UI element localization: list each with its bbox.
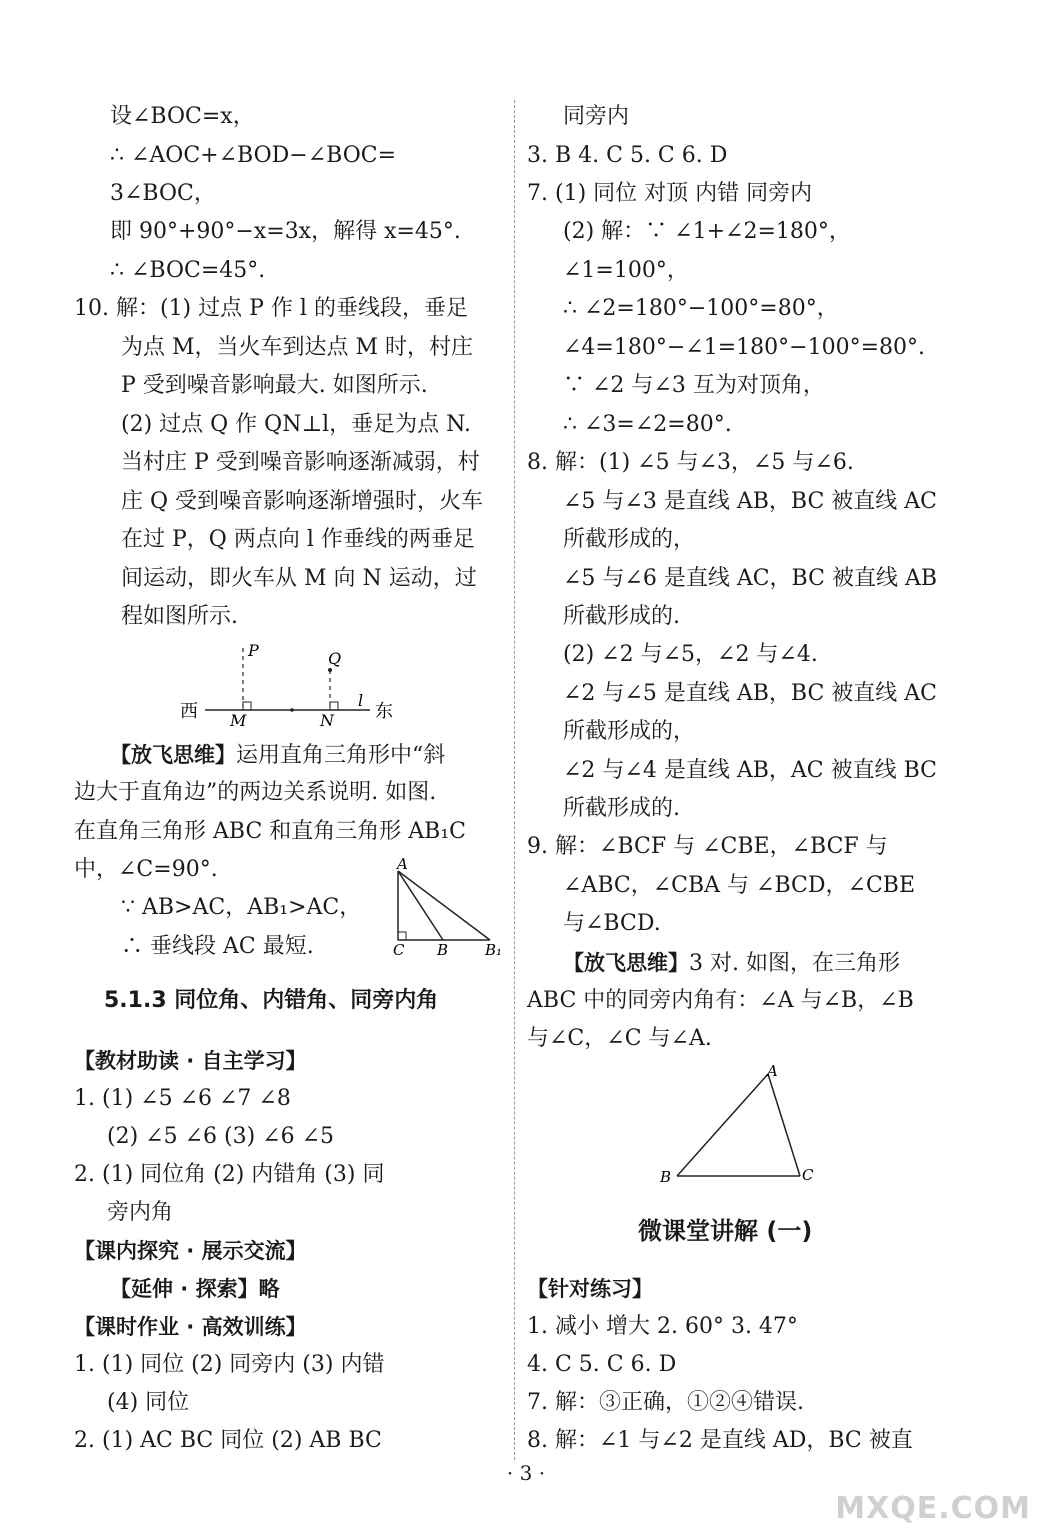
text-line [110, 740, 445, 771]
text-line: 与∠C，∠C 与∠A. [527, 1026, 712, 1051]
right-triangle-figure [385, 855, 510, 965]
text-line: 当村庄 P 受到噪音影响逐渐减弱，村 [121, 450, 480, 475]
text-line: ∴ ∠3=∠2=80°. [563, 412, 732, 437]
text-line: P 受到噪音影响最大. 如图所示. [121, 373, 428, 398]
text-line: ABC 中的同旁内角有：∠A 与∠B，∠B [527, 988, 914, 1013]
text-line: (2) 解：∵ ∠1+∠2=180°， [563, 219, 851, 244]
heading-practice: 【针对练习】 [527, 1277, 653, 1301]
fangfei-text: 运用直角三角形中“斜 [236, 743, 446, 768]
fangfei-text: 3 对. 如图，在三角形 [689, 951, 900, 976]
column-divider [514, 100, 515, 1460]
text-line: ∵ AB>AC，AB₁>AC， [121, 895, 362, 920]
section-title: 5.1.3 同位角、内错角、同旁内角 [104, 988, 439, 1013]
text-line: 所截形成的. [563, 796, 680, 821]
text-line: 1. 减小 增大 2. 60° 3. 47° [527, 1314, 798, 1339]
text-line: 为点 M，当火车到达点 M 时，村庄 [121, 335, 474, 360]
text-line: 7. 解：③正确，①②④错误. [527, 1390, 804, 1415]
text-line: ∠5 与∠6 是直线 AC，BC 被直线 AB [563, 566, 938, 591]
text-line: ∠1=100°， [563, 258, 689, 283]
label-P: P [248, 641, 259, 660]
text-line: 3. B 4. C 5. C 6. D [527, 143, 728, 168]
text-line: 在过 P，Q 两点向 l 作垂线的两垂足 [121, 527, 475, 552]
text-line: ∠2 与∠5 是直线 AB，BC 被直线 AC [563, 681, 938, 706]
text-line: 庄 Q 受到噪音影响逐渐增强时，火车 [121, 489, 484, 514]
text-line: 所截形成的. [563, 604, 680, 629]
text-line: 即 90°+90°−x=3x，解得 x=45°. [110, 219, 461, 244]
text-line: 1. (1) ∠5 ∠6 ∠7 ∠8 [74, 1086, 291, 1111]
text-line: ∴ 垂线段 AC 最短. [121, 934, 314, 959]
text-line: 9. 解：∠BCF 与 ∠CBE，∠BCF 与 [527, 834, 888, 859]
text-line: 4. C 5. C 6. D [527, 1352, 677, 1377]
text-line: (4) 同位 [107, 1390, 190, 1415]
label-C: C [393, 941, 405, 959]
label-M: M [230, 711, 247, 730]
label-l: l [358, 691, 364, 710]
label-B: B [437, 941, 449, 959]
text-line: ∠5 与∠3 是直线 AB，BC 被直线 AC [563, 489, 938, 514]
text-line: 间运动，即火车从 M 向 N 运动，过 [121, 566, 477, 591]
train-line-figure [170, 640, 410, 730]
text-line: ∴ ∠AOC+∠BOD−∠BOC= [110, 143, 397, 168]
text-line: 8. 解：∠1 与∠2 是直线 AD，BC 被直 [527, 1428, 913, 1453]
text-line: 旁内角 [107, 1200, 174, 1225]
heading-explore: 【课内探究 · 展示交流】 [74, 1239, 307, 1263]
text-line: 程如图所示. [121, 604, 238, 629]
text-line: ∴ ∠2=180°−100°=80°， [563, 296, 839, 321]
page-number: · 3 · [506, 1461, 546, 1485]
text-line: (2) 过点 Q 作 QN⊥l，垂足为点 N. [121, 412, 472, 437]
text-line: (2) ∠5 ∠6 (3) ∠6 ∠5 [107, 1124, 335, 1149]
label-A: A [767, 1062, 778, 1080]
text-line: 7. (1) 同位 对顶 内错 同旁内 [527, 181, 813, 206]
label-Q: Q [328, 649, 342, 668]
label-west: 西 [180, 701, 198, 722]
text-line: ∠ABC，∠CBA 与 ∠BCD，∠CBE [563, 873, 916, 898]
text-line [563, 948, 900, 979]
watermark: MXQE.COM [835, 1491, 1031, 1526]
fangfei-heading: 【放飞思维】 [563, 951, 689, 975]
label-A: A [397, 855, 408, 873]
text-line: ∴ ∠BOC=45°. [110, 258, 266, 283]
text-line: ∵ ∠2 与∠3 互为对顶角， [563, 373, 825, 398]
text-line: 设∠BOC=x， [110, 104, 255, 129]
label-east: 东 [375, 701, 393, 722]
text-line: ∠2 与∠4 是直线 AB，AC 被直线 BC [563, 758, 938, 783]
triangle-abc-figure [655, 1062, 835, 1187]
text-line: 1. (1) 同位 (2) 同旁内 (3) 内错 [74, 1352, 385, 1377]
text-line: 与∠BCD. [563, 911, 661, 936]
heading-extend: 【延伸 · 探索】略 [110, 1277, 280, 1301]
text-line: 所截形成的， [563, 527, 696, 552]
label-C: C [802, 1166, 814, 1184]
heading-homework: 【课时作业 · 高效训练】 [74, 1315, 307, 1339]
text-line: 所截形成的， [563, 719, 696, 744]
label-B: B [660, 1168, 672, 1186]
micro-class-title: 微课堂讲解 (一) [638, 1217, 813, 1245]
label-B1: B₁ [485, 941, 503, 959]
text-line: 在直角三角形 ABC 和直角三角形 AB₁C [74, 819, 466, 844]
heading-self-study: 【教材助读 · 自主学习】 [74, 1049, 307, 1073]
text-line: 同旁内 [563, 104, 630, 129]
text-line: 2. (1) AC BC 同位 (2) AB BC [74, 1428, 382, 1453]
text-line: 2. (1) 同位角 (2) 内错角 (3) 同 [74, 1162, 385, 1187]
text-line: 3∠BOC， [110, 181, 216, 206]
text-line: 8. 解：(1) ∠5 与∠3，∠5 与∠6. [527, 450, 854, 475]
text-line: 边大于直角边”的两边关系说明. 如图. [74, 780, 437, 805]
text-line: 中，∠C=90°. [74, 857, 218, 882]
text-line: ∠4=180°−∠1=180°−100°=80°. [563, 335, 925, 360]
fangfei-heading: 【放飞思维】 [110, 743, 236, 767]
text-line: (2) ∠2 与∠5，∠2 与∠4. [563, 642, 818, 667]
text-line: 10. 解：(1) 过点 P 作 l 的垂线段，垂足 [74, 296, 468, 321]
label-N: N [320, 711, 334, 730]
